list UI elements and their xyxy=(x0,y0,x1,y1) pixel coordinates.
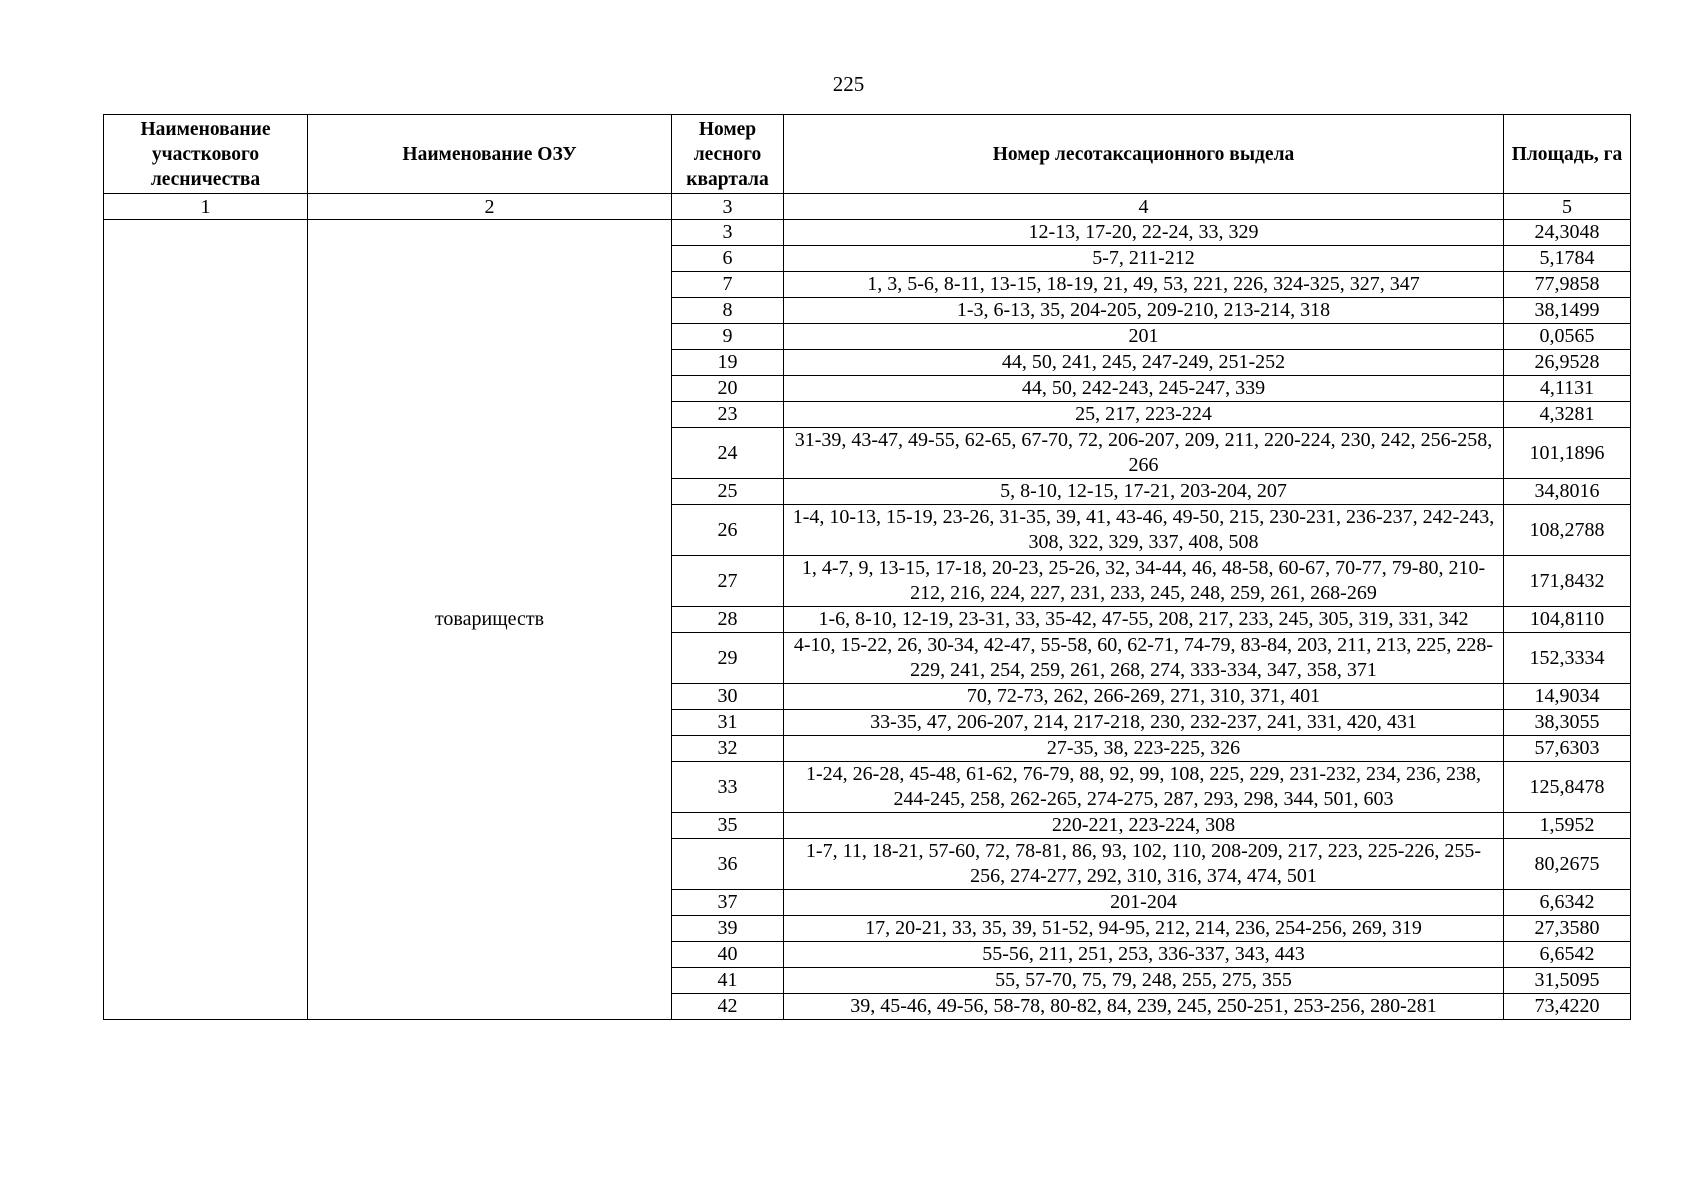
area-cell: 34,8016 xyxy=(1504,479,1631,505)
quarter-number-cell: 25 xyxy=(672,479,784,505)
quarter-number-cell: 32 xyxy=(672,736,784,762)
area-cell: 77,9858 xyxy=(1504,272,1631,298)
area-cell: 5,1784 xyxy=(1504,246,1631,272)
quarter-number-cell: 35 xyxy=(672,813,784,839)
forestry-name-cell xyxy=(104,220,308,1020)
quarter-number-cell: 41 xyxy=(672,968,784,994)
quarter-number-cell: 6 xyxy=(672,246,784,272)
area-cell: 26,9528 xyxy=(1504,350,1631,376)
area-cell: 31,5095 xyxy=(1504,968,1631,994)
area-cell: 108,2788 xyxy=(1504,505,1631,556)
quarter-number-cell: 39 xyxy=(672,916,784,942)
area-cell: 4,1131 xyxy=(1504,376,1631,402)
section-numbers-cell: 1-24, 26-28, 45-48, 61-62, 76-79, 88, 92, 99, 108, 225, 229, 231-232, 234, 236, 238, 244-245, 258, 262-265, 274-275, 287, 293, 298, 344, 501, 603 xyxy=(784,762,1504,813)
area-cell: 101,1896 xyxy=(1504,428,1631,479)
column-number: 1 xyxy=(104,194,308,220)
area-cell: 104,8110 xyxy=(1504,607,1631,633)
area-cell: 125,8478 xyxy=(1504,762,1631,813)
area-cell: 38,1499 xyxy=(1504,298,1631,324)
section-numbers-cell: 201-204 xyxy=(784,890,1504,916)
area-cell: 24,3048 xyxy=(1504,220,1631,246)
quarter-number-cell: 31 xyxy=(672,710,784,736)
section-numbers-cell: 33-35, 47, 206-207, 214, 217-218, 230, 232-237, 241, 331, 420, 431 xyxy=(784,710,1504,736)
section-numbers-cell: 1-7, 11, 18-21, 57-60, 72, 78-81, 86, 93, 102, 110, 208-209, 217, 223, 225-226, 255-256, 274-277, 292, 310, 316, 374, 474, 501 xyxy=(784,839,1504,890)
section-numbers-cell: 44, 50, 242-243, 245-247, 339 xyxy=(784,376,1504,402)
section-numbers-cell: 4-10, 15-22, 26, 30-34, 42-47, 55-58, 60, 62-71, 74-79, 83-84, 203, 211, 213, 225, 228-229, 241, 254, 259, 261, 268, 274, 333-334, 347, 358, 371 xyxy=(784,633,1504,684)
section-numbers-cell: 1, 3, 5-6, 8-11, 13-15, 18-19, 21, 49, 53, 221, 226, 324-325, 327, 347 xyxy=(784,272,1504,298)
area-cell: 6,6542 xyxy=(1504,942,1631,968)
section-numbers-cell: 1-4, 10-13, 15-19, 23-26, 31-35, 39, 41, 43-46, 49-50, 215, 230-231, 236-237, 242-243, 308, 322, 329, 337, 408, 508 xyxy=(784,505,1504,556)
quarter-number-cell: 36 xyxy=(672,839,784,890)
section-numbers-cell: 1-6, 8-10, 12-19, 23-31, 33, 35-42, 47-55, 208, 217, 233, 245, 305, 319, 331, 342 xyxy=(784,607,1504,633)
area-cell: 4,3281 xyxy=(1504,402,1631,428)
area-cell: 1,5952 xyxy=(1504,813,1631,839)
section-numbers-cell: 27-35, 38, 223-225, 326 xyxy=(784,736,1504,762)
quarter-number-cell: 19 xyxy=(672,350,784,376)
column-number: 5 xyxy=(1504,194,1631,220)
header-forestry-name: Наименование участкового лесничества xyxy=(104,115,308,194)
area-cell: 0,0565 xyxy=(1504,324,1631,350)
section-numbers-cell: 39, 45-46, 49-56, 58-78, 80-82, 84, 239, 245, 250-251, 253-256, 280-281 xyxy=(784,994,1504,1020)
ozu-name-cell: товариществ xyxy=(308,220,672,1020)
area-cell: 80,2675 xyxy=(1504,839,1631,890)
quarter-number-cell: 30 xyxy=(672,684,784,710)
quarter-number-cell: 9 xyxy=(672,324,784,350)
section-numbers-cell: 70, 72-73, 262, 266-269, 271, 310, 371, 401 xyxy=(784,684,1504,710)
table-row xyxy=(104,220,1631,246)
quarter-number-cell: 23 xyxy=(672,402,784,428)
section-numbers-cell: 55, 57-70, 75, 79, 248, 255, 275, 355 xyxy=(784,968,1504,994)
quarter-number-cell: 37 xyxy=(672,890,784,916)
section-numbers-cell: 5-7, 211-212 xyxy=(784,246,1504,272)
area-cell: 6,6342 xyxy=(1504,890,1631,916)
section-numbers-cell: 1-3, 6-13, 35, 204-205, 209-210, 213-214, 318 xyxy=(784,298,1504,324)
column-number: 3 xyxy=(672,194,784,220)
column-number: 4 xyxy=(784,194,1504,220)
area-cell: 73,4220 xyxy=(1504,994,1631,1020)
quarter-number-cell: 3 xyxy=(672,220,784,246)
section-numbers-cell: 55-56, 211, 251, 253, 336-337, 343, 443 xyxy=(784,942,1504,968)
section-numbers-cell: 17, 20-21, 33, 35, 39, 51-52, 94-95, 212, 214, 236, 254-256, 269, 319 xyxy=(784,916,1504,942)
quarter-number-cell: 40 xyxy=(672,942,784,968)
section-numbers-cell: 1, 4-7, 9, 13-15, 17-18, 20-23, 25-26, 32, 34-44, 46, 48-58, 60-67, 70-77, 79-80, 210-212, 216, 224, 227, 231, 233, 245, 248, 259, 261, 268-269 xyxy=(784,556,1504,607)
section-numbers-cell: 220-221, 223-224, 308 xyxy=(784,813,1504,839)
area-cell: 27,3580 xyxy=(1504,916,1631,942)
header-row xyxy=(104,115,1631,194)
column-number: 2 xyxy=(308,194,672,220)
area-cell: 171,8432 xyxy=(1504,556,1631,607)
area-cell: 152,3334 xyxy=(1504,633,1631,684)
area-cell: 38,3055 xyxy=(1504,710,1631,736)
area-cell: 57,6303 xyxy=(1504,736,1631,762)
quarter-number-cell: 7 xyxy=(672,272,784,298)
quarter-number-cell: 29 xyxy=(672,633,784,684)
quarter-number-cell: 26 xyxy=(672,505,784,556)
section-numbers-cell: 31-39, 43-47, 49-55, 62-65, 67-70, 72, 206-207, 209, 211, 220-224, 230, 242, 256-258, 266 xyxy=(784,428,1504,479)
quarter-number-cell: 33 xyxy=(672,762,784,813)
section-numbers-cell: 12-13, 17-20, 22-24, 33, 329 xyxy=(784,220,1504,246)
header-quarter-number: Номер лесного квартала xyxy=(672,115,784,194)
quarter-number-cell: 8 xyxy=(672,298,784,324)
section-numbers-cell: 44, 50, 241, 245, 247-249, 251-252 xyxy=(784,350,1504,376)
header-area: Площадь, га xyxy=(1504,115,1631,194)
quarter-number-cell: 24 xyxy=(672,428,784,479)
header-ozu-name: Наименование ОЗУ xyxy=(308,115,672,194)
section-numbers-cell: 201 xyxy=(784,324,1504,350)
section-numbers-cell: 25, 217, 223-224 xyxy=(784,402,1504,428)
forest-sections-table xyxy=(103,114,1631,1020)
column-number-row xyxy=(104,194,1631,220)
quarter-number-cell: 28 xyxy=(672,607,784,633)
page-number: 225 xyxy=(832,72,865,96)
header-section-number: Номер лесотаксационного выдела xyxy=(784,115,1504,194)
quarter-number-cell: 27 xyxy=(672,556,784,607)
section-numbers-cell: 5, 8-10, 12-15, 17-21, 203-204, 207 xyxy=(784,479,1504,505)
quarter-number-cell: 20 xyxy=(672,376,784,402)
quarter-number-cell: 42 xyxy=(672,994,784,1020)
area-cell: 14,9034 xyxy=(1504,684,1631,710)
